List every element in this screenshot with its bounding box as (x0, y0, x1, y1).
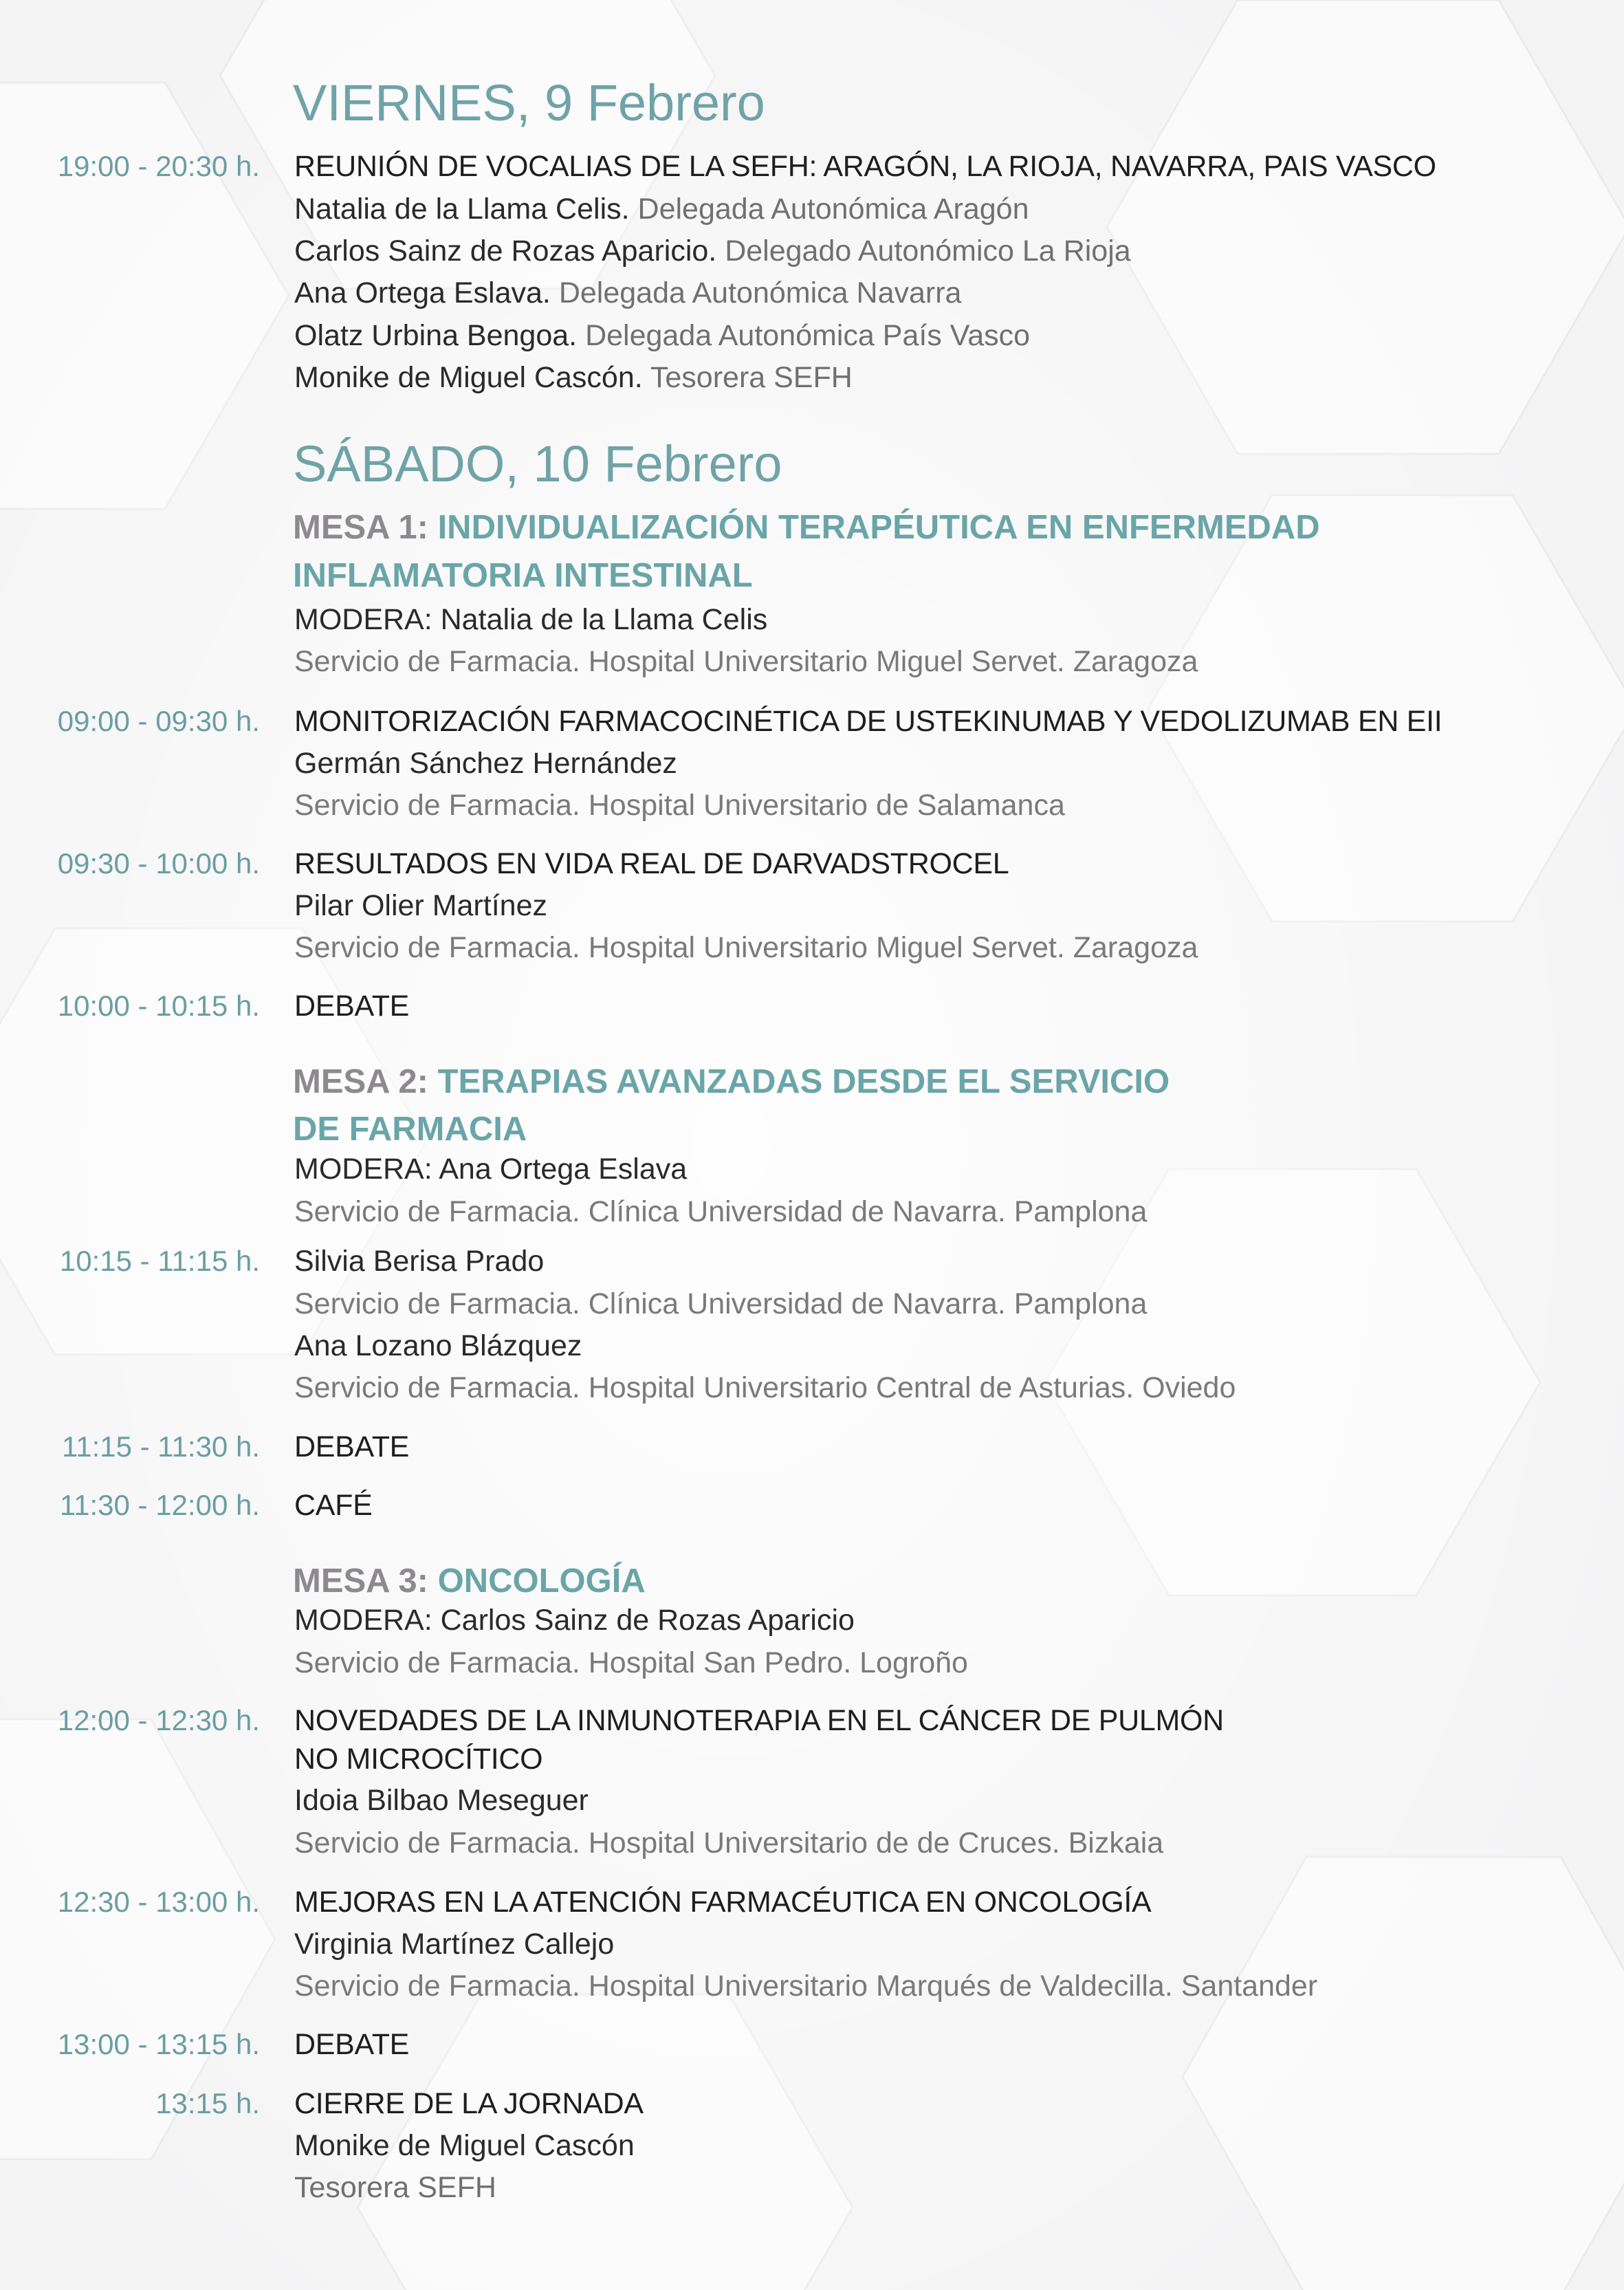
talk-title: RESULTADOS EN VIDA REAL DE DARVADSTROCEL (294, 847, 1009, 880)
mesa-2-heading (293, 1065, 1170, 1099)
mesa-title: ONCOLOGÍA (437, 1562, 646, 1600)
participant-row (294, 237, 1131, 266)
participant-role: Delegada Autonómica Aragón (637, 193, 1029, 226)
participant-row (294, 363, 853, 393)
debate-time: 10:00 - 10:15 h. (57, 990, 260, 1022)
mesa-label: MESA 2: (293, 1063, 428, 1100)
closing-time: 13:15 h. (155, 2087, 260, 2119)
day-heading-saturday: SÁBADO, 10 Febrero (293, 435, 782, 492)
speaker-affiliation: Servicio de Farmacia. Hospital Universitario Central de Asturias. Oviedo (294, 1371, 1236, 1404)
speaker: Pilar Olier Martínez (294, 889, 547, 922)
mesa-1-heading (293, 511, 1320, 545)
participant-row (294, 195, 1029, 224)
closing-role: Tesorera SEFH (294, 2171, 496, 2204)
session-time: 19:00 - 20:30 h. (57, 150, 260, 182)
talk-time: 12:30 - 13:00 h. (57, 1886, 260, 1918)
mesa-2-heading-line2 (293, 1113, 527, 1146)
participant-role: Delegada Autonómica País Vasco (585, 319, 1031, 352)
talk-time: 10:15 - 11:15 h. (59, 1245, 260, 1277)
moderator-affiliation: Servicio de Farmacia. Hospital Universitario Miguel Servet. Zaragoza (294, 645, 1198, 678)
participant-name: Carlos Sainz de Rozas Aparicio. (294, 235, 717, 268)
speaker-affiliation: Servicio de Farmacia. Hospital Universitario de Salamanca (294, 789, 1065, 822)
mesa-title: TERAPIAS AVANZADAS DESDE EL SERVICIO (437, 1063, 1170, 1100)
debate-time: 11:15 - 11:30 h. (62, 1430, 260, 1463)
talk-title: NOVEDADES DE LA INMUNOTERAPIA EN EL CÁNCER DE PULMÓN (294, 1704, 1224, 1737)
participant-name: Natalia de la Llama Celis. (294, 193, 630, 226)
moderator: MODERA: Natalia de la Llama Celis (294, 603, 768, 636)
mesa-title: INDIVIDUALIZACIÓN TERAPÉUTICA EN ENFERMEDAD (437, 509, 1320, 546)
moderator: MODERA: Ana Ortega Eslava (294, 1153, 688, 1186)
day-heading-friday: VIERNES, 9 Febrero (293, 74, 765, 131)
participant-row (294, 321, 1030, 351)
closing-speaker: Monike de Miguel Cascón (294, 2129, 635, 2162)
speaker-affiliation: Servicio de Farmacia. Hospital Universitario Miguel Servet. Zaragoza (294, 931, 1198, 964)
speaker-affiliation: Servicio de Farmacia. Hospital Universitario de de Cruces. Bizkaia (294, 1826, 1164, 1860)
speaker: Silvia Berisa Prado (294, 1245, 545, 1278)
coffee-time: 11:30 - 12:00 h. (59, 1489, 260, 1521)
mesa-title: INFLAMATORIA INTESTINAL (293, 557, 753, 594)
participant-row (294, 276, 962, 309)
participant-role: Delegada Autonómica Navarra (558, 276, 962, 309)
talk-time: 09:00 - 09:30 h. (57, 705, 260, 737)
mesa-3-heading (293, 1564, 646, 1598)
talk-title-line2: NO MICROCÍTICO (294, 1743, 543, 1776)
participant-name: Monike de Miguel Cascón. (294, 361, 643, 394)
speaker: Idoia Bilbao Meseguer (294, 1784, 589, 1817)
mesa-1-heading-line2 (293, 559, 753, 593)
talk-title: MONITORIZACIÓN FARMACOCINÉTICA DE USTEKINUMAB Y VEDOLIZUMAB EN EII (294, 705, 1442, 738)
speaker: Germán Sánchez Hernández (294, 747, 677, 780)
mesa-title: DE FARMACIA (293, 1111, 527, 1148)
debate-label: DEBATE (294, 2028, 410, 2061)
debate-label: DEBATE (294, 1430, 410, 1463)
talk-title: MEJORAS EN LA ATENCIÓN FARMACÉUTICA EN ONCOLOGÍA (294, 1886, 1152, 1919)
speaker: Virginia Martínez Callejo (294, 1928, 615, 1961)
participant-name: Olatz Urbina Bengoa. (294, 319, 578, 352)
debate-label: DEBATE (294, 990, 410, 1023)
coffee-label: CAFÉ (294, 1489, 373, 1522)
moderator: MODERA: Carlos Sainz de Rozas Aparicio (294, 1604, 855, 1637)
speaker-affiliation: Servicio de Farmacia. Hospital Universitario Marqués de Valdecilla. Santander (294, 1970, 1318, 2003)
session-title: REUNIÓN DE VOCALIAS DE LA SEFH: ARAGÓN, LA RIOJA, NAVARRA, PAIS VASCO (294, 150, 1436, 183)
moderator-affiliation: Servicio de Farmacia. Clínica Universidad de Navarra. Pamplona (294, 1195, 1148, 1228)
participant-name: Ana Ortega Eslava. (294, 276, 551, 309)
participant-role: Delegado Autonómico La Rioja (725, 235, 1131, 268)
participant-role: Tesorera SEFH (650, 361, 853, 394)
debate-time: 13:00 - 13:15 h. (57, 2028, 260, 2060)
mesa-label: MESA 1: (293, 509, 428, 546)
talk-time: 12:00 - 12:30 h. (57, 1704, 260, 1736)
closing-title: CIERRE DE LA JORNADA (294, 2087, 644, 2120)
speaker: Ana Lozano Blázquez (294, 1329, 582, 1362)
mesa-label: MESA 3: (293, 1562, 428, 1600)
moderator-affiliation: Servicio de Farmacia. Hospital San Pedro. Logroño (294, 1646, 968, 1679)
speaker-affiliation: Servicio de Farmacia. Clínica Universidad de Navarra. Pamplona (294, 1287, 1148, 1320)
talk-time: 09:30 - 10:00 h. (57, 847, 260, 880)
